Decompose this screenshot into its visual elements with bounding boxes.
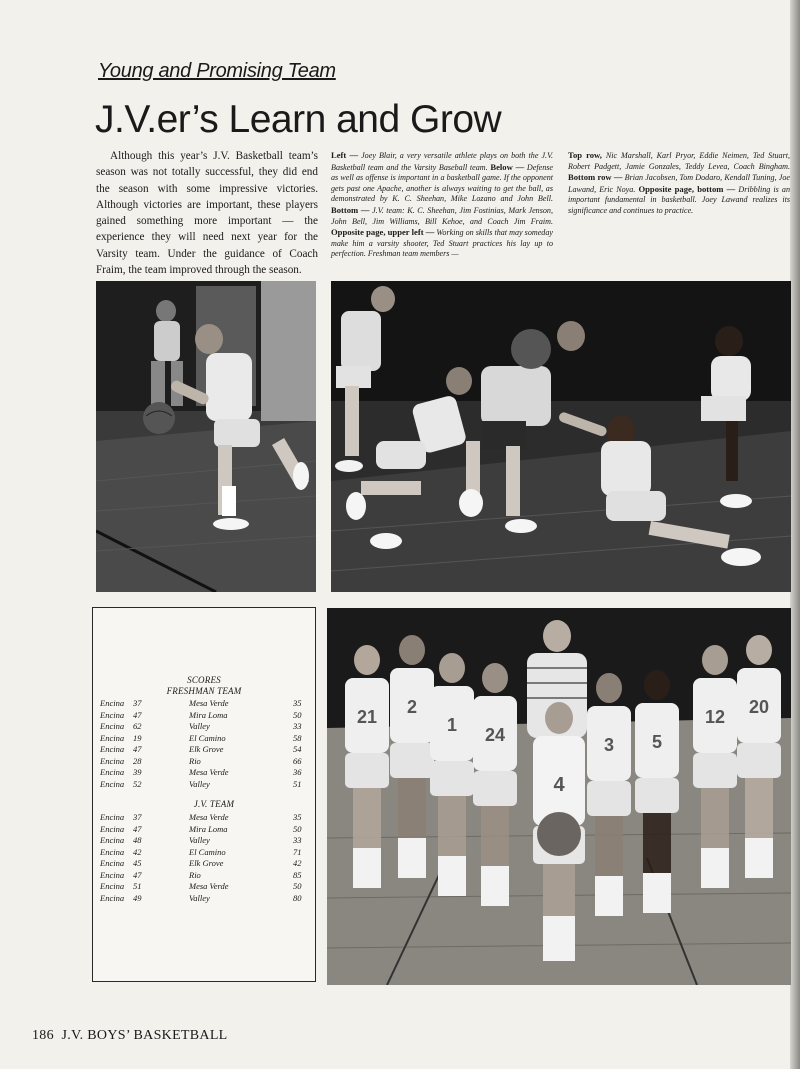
- score-row: [93, 847, 315, 858]
- jersey-number: 24: [484, 725, 506, 745]
- score-opp-score: 42: [293, 858, 302, 868]
- jersey-number: 1: [446, 715, 458, 735]
- score-team: Encina: [100, 846, 125, 857]
- score-opp-score: 66: [293, 755, 302, 766]
- score-row: [93, 881, 315, 892]
- score-team: Encina: [100, 709, 125, 720]
- score-opp-score: 33: [293, 721, 302, 731]
- caption-opp-bottom-label: Opposite page, bottom —: [638, 183, 736, 194]
- jersey-number: 21: [356, 707, 378, 727]
- page-number: 186: [32, 1028, 54, 1043]
- score-row: [93, 756, 315, 767]
- score-score: 47: [133, 744, 142, 754]
- photo-jv-team: [327, 608, 791, 985]
- score-score: 28: [133, 755, 142, 766]
- score-opp-score: 50: [293, 823, 302, 834]
- caption-left-label: Left —: [331, 150, 359, 160]
- score-opp-score: 36: [293, 767, 302, 777]
- score-team: Encina: [100, 869, 125, 880]
- score-opp-score: 85: [293, 869, 302, 880]
- caption-bottom-row-label: Bottom row —: [568, 172, 623, 183]
- caption-bottom-label: Bottom —: [331, 204, 370, 215]
- score-opponent: Mesa Verde: [189, 698, 229, 708]
- score-opponent: Mesa Verde: [189, 767, 229, 777]
- caption-column-2: [568, 150, 790, 217]
- score-row: [93, 835, 315, 846]
- score-row: [93, 779, 315, 790]
- jersey-number-front: 4: [553, 774, 565, 796]
- score-score: 42: [133, 846, 142, 857]
- page-footer: [32, 1028, 228, 1044]
- caption-top-row-text: Nic Marshall, Karl Pryor, Eddie Neimen, Ted Stuart, Robert Padgett, Jamie Gonzales, Teddy Levea, Coach Bingham.: [568, 151, 790, 171]
- caption-column-1: [331, 150, 553, 260]
- freshman-heading: FRESHMAN TEAM: [166, 686, 242, 696]
- photo-defense-scramble: [331, 281, 791, 592]
- score-row: [93, 698, 315, 709]
- kicker-headline: Young and Promising Team: [98, 60, 336, 82]
- jersey-number: 20: [748, 697, 770, 717]
- score-team: Encina: [100, 698, 125, 708]
- score-row: [93, 893, 315, 904]
- score-opponent: Mesa Verde: [189, 812, 229, 822]
- score-team: Encina: [100, 812, 125, 822]
- score-opponent: Rio: [189, 869, 201, 880]
- score-opponent: El Camino: [189, 732, 226, 743]
- score-opponent: Valley: [189, 835, 210, 845]
- section-name: J.V. BOYS’ BASKETBALL: [61, 1028, 228, 1043]
- score-opp-score: 71: [293, 846, 302, 857]
- score-team: Encina: [100, 744, 125, 754]
- score-team: Encina: [100, 881, 125, 891]
- caption-top-row-label: Top row,: [568, 150, 602, 160]
- score-score: 37: [133, 698, 142, 708]
- score-team: Encina: [100, 892, 125, 903]
- score-row: [93, 767, 315, 778]
- caption-bottom-row-text: Brian Jacobsen, Tom Dodaro, Kendall Tuning, Joe Lawand, Eric Noya.: [568, 173, 790, 194]
- score-opponent: Mira Loma: [189, 709, 228, 720]
- score-score: 19: [133, 732, 142, 743]
- score-opp-score: 58: [293, 732, 302, 743]
- score-score: 47: [133, 709, 142, 720]
- score-opponent: Mira Loma: [189, 823, 228, 834]
- jersey-number: 12: [704, 707, 726, 727]
- caption-opp-upper-label: Opposite page, upper left —: [331, 227, 435, 238]
- page-title: J.V.er’s Learn and Grow: [95, 98, 502, 141]
- score-opp-score: 51: [293, 778, 302, 789]
- score-row: [93, 870, 315, 881]
- caption-left-text: Joey Blair, a very versatile athlete plays on both the J.V. Basketball team and the Varsity Baseball team.: [331, 151, 554, 172]
- score-score: 45: [133, 858, 142, 868]
- score-row: [93, 744, 315, 755]
- score-opponent: Valley: [189, 892, 210, 903]
- caption-opp-bottom-text: Dribbling is an important fundamental in basketball. Joey Lawand realizes its significance and continues to practice.: [568, 184, 791, 215]
- score-opp-score: 33: [293, 835, 302, 845]
- score-opponent: Mesa Verde: [189, 881, 229, 891]
- score-row: [93, 733, 315, 744]
- score-opponent: Valley: [189, 721, 210, 731]
- score-team: Encina: [100, 823, 125, 834]
- score-team: Encina: [100, 755, 125, 766]
- score-team: Encina: [100, 778, 125, 789]
- scores-title: SCORES: [187, 675, 221, 685]
- score-team: Encina: [100, 767, 125, 777]
- score-team: Encina: [100, 721, 125, 731]
- score-score: 37: [133, 812, 142, 822]
- jersey-number: 5: [651, 732, 663, 752]
- score-opponent: El Camino: [189, 846, 226, 857]
- score-score: 39: [133, 767, 142, 777]
- caption-bottom-text: J.V. team: K. C. Sheehan, Jim Fostinias, Mark Jenson, John Bell, Jim Williams, Bill Kehoe, and Coach Jim Fraim.: [331, 205, 553, 226]
- score-score: 62: [133, 721, 142, 731]
- score-score: 51: [133, 881, 142, 891]
- score-opp-score: 54: [293, 744, 302, 754]
- jersey-number: 2: [406, 697, 418, 717]
- score-opp-score: 35: [293, 698, 302, 708]
- score-opponent: Elk Grove: [189, 744, 224, 754]
- score-row: [93, 710, 315, 721]
- caption-below-text: Defense as well as offense is important in a basketball game. If the opponent gets past one Apache, another is always waiting to get the ball, as demonstrated by K. C. Sheehan, Mike Lozano and John Bell.: [331, 162, 553, 204]
- score-opp-score: 50: [293, 881, 302, 891]
- score-row: [93, 721, 315, 732]
- page-edge: [790, 0, 800, 1069]
- jersey-number: 3: [603, 735, 615, 755]
- score-team: Encina: [100, 858, 125, 868]
- score-row: [93, 812, 315, 823]
- score-row: [93, 824, 315, 835]
- score-opponent: Elk Grove: [189, 858, 224, 868]
- score-opp-score: 50: [293, 709, 302, 720]
- score-row: [93, 858, 315, 869]
- score-team: Encina: [100, 835, 125, 845]
- score-score: 47: [133, 823, 142, 834]
- score-opponent: Valley: [189, 778, 210, 789]
- score-score: 49: [133, 892, 142, 903]
- score-score: 48: [133, 835, 142, 845]
- caption-below-label: Below —: [490, 161, 525, 172]
- score-opp-score: 80: [293, 892, 302, 903]
- score-score: 52: [133, 778, 142, 789]
- score-opponent: Rio: [189, 755, 201, 766]
- score-opp-score: 35: [293, 812, 302, 822]
- photo-dribbling-player: [96, 281, 316, 592]
- scores-box: [92, 607, 316, 982]
- score-score: 47: [133, 869, 142, 880]
- intro-paragraph: Although this year’s J.V. Basketball team’s season was not totally successful, they did end the season with some impressive victories. Although victories are important, these players gained something more important — the experience they will need next year for the Varsity team. Under the guidance of Coach Fraim, the team improved through the season.: [96, 150, 318, 277]
- caption-opp-upper-text: Working on skills that may someday make him a varsity shooter, Ted Stuart practices his lay up to perfection. Freshman team members —: [331, 228, 553, 259]
- score-team: Encina: [100, 732, 125, 743]
- jv-heading: J.V. TEAM: [193, 799, 235, 809]
